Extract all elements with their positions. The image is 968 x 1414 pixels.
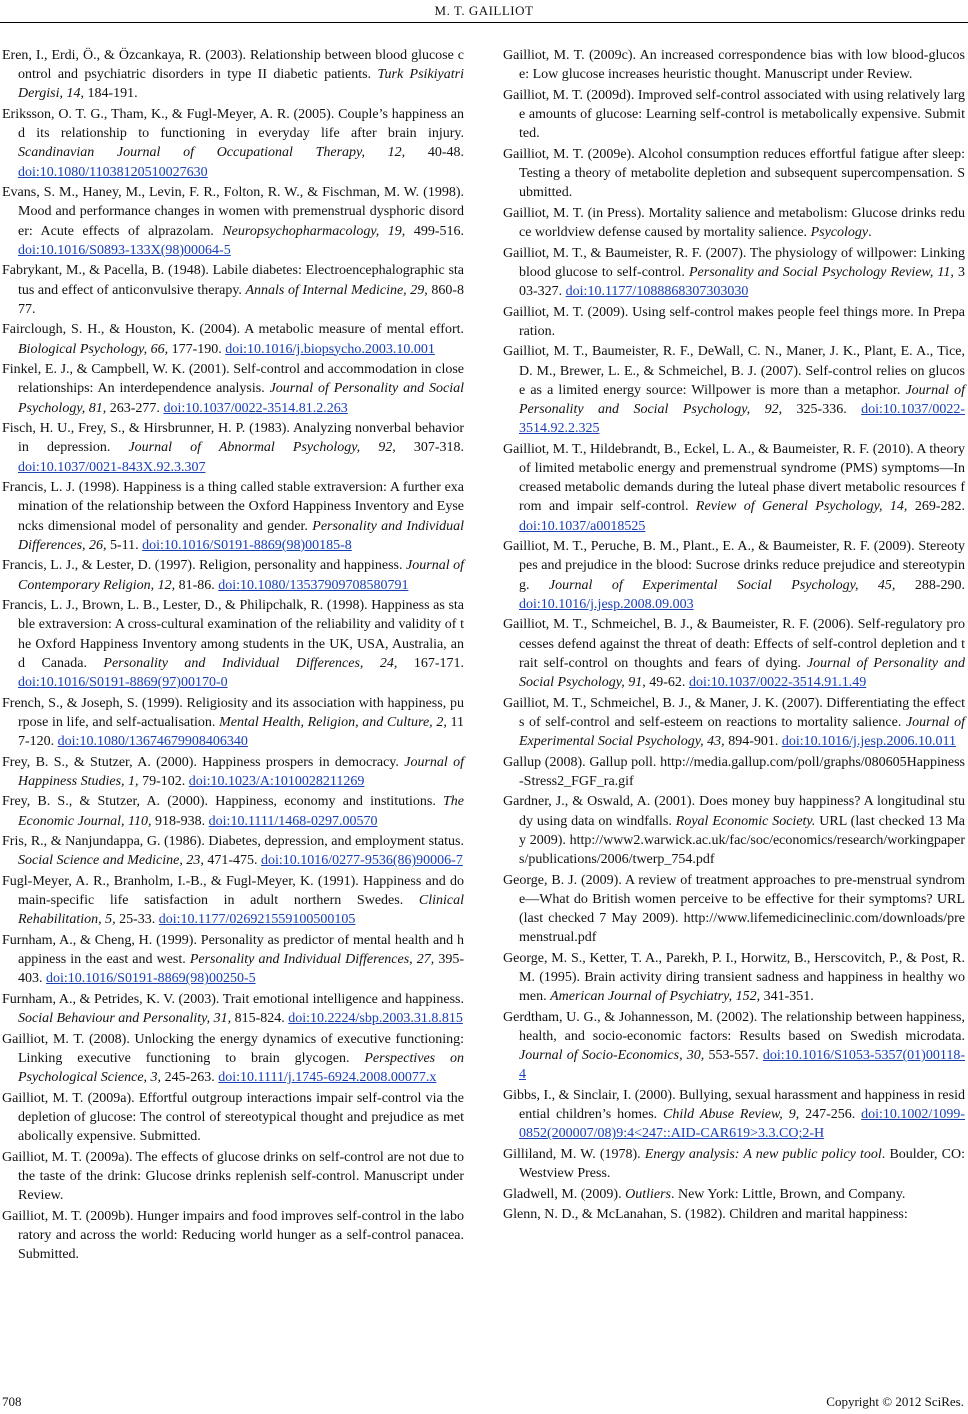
doi-link[interactable]: doi:10.1177/1088868307303030 [565,284,749,299]
reference-entry [2,478,464,555]
reference-text: French, S., & Joseph, S. (1999). Religiosity and its association with happiness, purpose in life, and self-actualisation. [2,695,464,730]
doi-link[interactable]: doi:10.1016/j.jesp.2006.10.011 [781,734,956,750]
journal-title: Journal of Personality and Social Psychology, 81, [18,381,464,416]
reference-text: Fugl-Meyer, A. R., Branholm, I.-B., & Fugl-Meyer, K. (1991). Happiness and domain-specific life satisfaction in adult northern Swedes. [2,874,464,909]
doi-link[interactable]: doi:10.1016/0277-9536(86)90006-7 [261,853,463,869]
reference-text: Furnham, A., & Petrides, K. V. (2003). Trait emotional intelligence and happiness. [2,992,464,1007]
reference-text: Gailliot, M. T. (2009). Using self-control makes people feel things more. In Preparation. [503,304,965,339]
reference-pages: 269-282. [907,499,965,515]
reference-text: Fabrykant, M., & Pacella, B. (1948). Labile diabetes: Electroencephalographic status and effect of anticonvulsive therapy. [2,263,464,298]
journal-title: Journal of Experimental Social Psychology, 43, [519,714,965,750]
copyright-notice: Copyright © 2012 SciRes. [826,1394,964,1409]
reference-text: George, B. J. (2009). A review of treatment approaches to pre-menstrual syndrome—What do British women perceive to be effective for their symptoms? URL (last checked 7 May 2009). http://www.lifemedicineclinic.com/downloads/premenstrual.pdf [503,872,965,946]
reference-text: Gladwell, M. (2009). [503,1186,626,1202]
reference-text: Gailliot, M. T. (in Press). Mortality salience and metabolism: Glucose drinks reduce worldview defense caused by mortality salience. [503,205,965,240]
reference-entry [503,1145,965,1183]
doi-link[interactable]: doi:10.1016/S0191-8869(97)00170-0 [18,675,228,691]
journal-title: Journal of Experimental Social Psychology, 45, [548,577,896,593]
journal-title: Scandinavian Journal of Occupational Therapy, 12, [18,145,406,161]
reference-entry [2,419,464,477]
reference-pages: 247-256. [799,1107,862,1123]
reference-pages: 5-11. [106,537,143,553]
reference-entry [503,753,965,791]
journal-title: Annals of Internal Medicine, 29, [245,282,428,298]
reference-text: Gailliot, M. T. (2009b). Hunger impairs and food improves self-control in the laboratory and across the world: Reducing world hunger as a self-control panacea. Submitted. [2,1208,464,1263]
reference-entry [2,596,464,692]
reference-entry [2,1030,464,1088]
reference-entry [503,303,965,341]
journal-title: Royal Economic Society. [675,813,816,829]
running-head: M. T. GAILLIOT [434,3,534,18]
reference-pages: 49-62. [645,675,689,691]
doi-link[interactable]: doi:10.1037/0022-3514.91.1.49 [688,675,867,691]
doi-link[interactable]: doi:10.1002/1099-0852(200007/08)9:4<247::AID-CAR619>3.3.CO;2-H [519,1107,965,1142]
reference-entry [2,1089,464,1147]
reference-text: Gailliot, M. T. (2009a). Effortful outgroup interactions impair self-control via the depletion of glucose: The control of stereotypical thought and prejudice as metabolically expensive. Submitted. [2,1090,464,1145]
reference-text: Gailliot, M. T., Hildebrandt, B., Eckel, L. A., & Baumeister, R. F. (2010). A theory of limited metabolic energy and premenstrual syndrome (PMS) symptoms—Increased metabolic demands during the luteal phase divert metabolic resources from and impair self-control. [503,441,965,515]
doi-link[interactable]: doi:10.1016/S0893-133X(98)00064-5 [18,242,231,258]
journal-title: Journal of Abnormal Psychology, 92, [128,440,396,456]
reference-entry [2,320,464,358]
reference-pages: . New York: Little, Brown, and Company. [670,1186,906,1202]
reference-pages: 860-877. [18,282,464,317]
journal-title: Personality and Individual Differences, 27, [189,952,435,968]
doi-link[interactable]: doi:10.1023/A:1010028211269 [188,773,365,789]
reference-entry [503,46,965,84]
reference-pages: URL (last checked 13 May 2009). http://www2.warwick.ac.uk/fac/soc/economics/research/workingpapers/publications/2006/twerp_754.pdf [519,813,965,868]
reference-text: Gardner, J., & Oswald, A. (2001). Does money buy happiness? A longitudinal study using data on windfalls. [503,794,965,829]
reference-text: George, M. S., Ketter, T. A., Parekh, P. I., Horwitz, B., Herscovitch, P., & Post, R. M. (1995). Brain activity diring transient sadness and happiness in healthy women. [503,950,965,1005]
reference-text: Glenn, N. D., & McLanahan, S. (1982). Children and marital happiness: [503,1207,908,1223]
journal-title: Personality and Individual Differences, 24, [103,655,398,671]
reference-text: Fairclough, S. H., & Houston, K. (2004). A metabolic measure of mental effort. [2,322,464,338]
journal-title: Perspectives on Psychological Science, 3, [18,1051,464,1086]
reference-pages: 177-190. [168,341,226,357]
page-number: 708 [2,1394,22,1409]
reference-text: Gallup (2008). Gallup poll. http://media.gallup.com/poll/graphs/080605Happiness-Stress2_FGF_ra.gif [503,754,965,789]
reference-text: Gailliot, M. T. (2009e). Alcohol consumption reduces effortful fatigue after sleep: Testing a theory of metabolite depletion and subsequent supercompensation. Submitted. [503,146,965,201]
reference-entry [503,537,965,614]
reference-text: Gailliot, M. T. (2009c). An increased correspondence bias with low blood-glucose: Low glucose increases heuristic thought. Manuscript under Review. [503,48,965,83]
reference-pages: 245-263. [161,1070,219,1086]
reference-entry [503,949,965,1007]
journal-title: The Economic Journal, 110, [18,794,464,829]
reference-pages: 25-33. [115,912,159,928]
reference-pages: 341-351. [760,989,814,1005]
reference-text: Finkel, E. J., & Campbell, W. K. (2001). Self-control and accommodation in close relationships: An interdependence analysis. [2,362,464,397]
reference-entry [503,86,965,144]
reference-text: Gailliot, M. T., Schmeichel, B. J., & Maner, J. K. (2007). Differentiating the effects of self-control and self-esteem on reactions to mortality salience. [503,695,965,730]
reference-entry [503,792,965,869]
reference-text: Frey, B. S., & Stutzer, A. (2000). Happiness, economy and institutions. [2,794,443,810]
reference-entry [503,145,965,203]
reference-pages: 395-403. [18,952,464,987]
reference-pages: 40-48. [405,145,464,161]
reference-entry [2,694,464,752]
reference-pages: 553-557. [704,1048,763,1064]
right-column [503,46,965,1226]
reference-entry [2,1207,464,1265]
reference-text: Gailliot, M. T., Schmeichel, B. J., & Baumeister, R. F. (2006). Self-regulatory processes defend against the threat of death: Effects of self-control depletion and trait self-control on thoughts and fears of dying. [503,617,965,671]
reference-pages: 167-171. [397,655,464,671]
reference-entry [2,792,464,830]
header-rule [0,22,968,23]
page-footer [0,1394,968,1414]
reference-entry [2,105,464,182]
doi-link[interactable]: doi:10.1016/j.biopsycho.2003.10.001 [225,341,435,357]
reference-pages: 79-102. [138,773,189,789]
reference-entry [2,931,464,989]
reference-text: Fisch, H. U., Frey, S., & Hirsbrunner, H. P. (1983). Analyzing nonverbal behavior in depression. [2,421,464,456]
reference-text: Gibbs, I., & Sinclair, I. (2000). Bullying, sexual harassment and happiness in residential children’s homes. [503,1088,965,1123]
reference-text: Gailliot, M. T. (2009d). Improved self-control associated with using relatively large amounts of glucose: Learning self-control is metabolically expensive. Submitted. [503,87,965,142]
left-column [2,46,464,1266]
reference-text: Francis, L. J. (1998). Happiness is a thing called stable extraversion: A further examination of the relationship between the Oxford Happiness Inventory and Eysencks dimensional model of personality and gender. [2,480,464,534]
reference-entry [2,183,464,260]
journal-title: Biological Psychology, 66, [18,341,169,357]
reference-text: Frey, B. S., & Stutzer, A. (2000). Happiness prospers in democracy. [2,754,405,770]
doi-link[interactable]: doi:10.1037/0022-3514.92.2.325 [519,402,965,437]
reference-text: Gailliot, M. T. (2009a). The effects of glucose drinks on self-control are not due to the taste of the drink: Glucose drinks replenish self-control. Manuscript under Review. [2,1149,464,1204]
doi-link[interactable]: doi:10.1037/0022-3514.81.2.263 [163,400,348,416]
reference-pages: 918-938. [151,813,209,829]
reference-entry [503,871,965,948]
journal-title: Child Abuse Review, 9, [663,1107,800,1123]
doi-link[interactable]: doi:10.1016/S0191-8869(98)00185-8 [142,537,352,553]
reference-pages: . Boulder, CO: Westview Press. [519,1147,965,1182]
journal-title: Personality and Individual Differences, 26, [18,518,465,553]
doi-link[interactable]: doi:10.1177/026921559100500105 [158,912,356,928]
journal-title: Journal of Socio-Economics, 30, [519,1048,705,1064]
reference-text: Gailliot, M. T., & Baumeister, R. F. (2007). The physiology of willpower: Linking blood glucose to self-control. [503,245,965,280]
reference-pages: 325-336. [782,402,862,417]
reference-pages: 81-86. [175,577,219,593]
reference-entry [503,1185,965,1204]
reference-entry [2,1148,464,1206]
reference-entry [2,990,464,1028]
journal-title: Turk Psikiyatri Dergisi, 14, [18,67,464,102]
reference-entry [503,694,965,752]
reference-entry [503,1086,965,1144]
doi-link[interactable]: doi:10.1016/j.jesp.2008.09.003 [519,596,694,612]
journal-title: Neuropsychopharmacology, 19, [222,223,406,239]
reference-entry [503,342,965,438]
reference-entry [503,204,965,242]
reference-pages: 288-290. [895,577,965,593]
reference-entry [503,1008,965,1085]
reference-text: Gailliot, M. T. (2008). Unlocking the energy dynamics of executive functioning: Linking executive functioning to brain glycogen. [2,1031,464,1066]
doi-link[interactable]: doi:10.1080/13674679908406340 [57,734,248,750]
reference-entry [2,556,464,594]
reference-entry [503,244,965,302]
journal-title: Social Science and Medicine, 23, [18,853,204,869]
doi-link[interactable]: doi:10.1080/13537909708580791 [218,577,409,593]
reference-pages: 117-120. [18,714,465,750]
reference-entry [2,46,464,104]
journal-title: Journal of Happiness Studies, 1, [18,754,464,789]
doi-link[interactable]: doi:10.1111/1468-0297.00570 [208,813,378,829]
reference-entry [2,261,464,319]
reference-pages: 303-327. [519,264,966,299]
reference-text: Francis, L. J., Brown, L. B., Lester, D., & Philipchalk, R. (1998). Happiness as stable extraversion: A cross-cultural examination of the reliability and validity of the Oxford Happiness Inventory among students in the UK, USA, Australia, and Canada. [2,598,464,671]
journal-title: Journal of Contemporary Religion, 12, [18,558,464,593]
reference-text: Gerdtham, U. G., & Johannesson, M. (2002). The relationship between happiness, health, and socio-economic factors: Results based on Swedish microdata. [503,1009,965,1045]
reference-pages: 263-277. [106,400,164,416]
reference-text: Gailliot, M. T., Peruche, B. M., Plant., E. A., & Baumeister, R. F. (2009). Stereotypes and prejudice in the blood: Sucrose drinks reduce prejudice and stereotyping. [503,539,965,593]
doi-link[interactable]: doi:10.1016/S0191-8869(98)00250-5 [46,971,256,987]
reference-text: Eriksson, O. T. G., Tham, K., & Fugl-Meyer, A. R. (2005). Couple’s happiness and its relationship to functioning in everyday life after brain injury. [2,107,464,142]
reference-text: Gilliland, M. W. (1978). [503,1147,645,1163]
reference-pages: 471-475. [203,853,261,869]
reference-text: Francis, L. J., & Lester, D. (1997). Religion, personality and happiness. [2,558,407,574]
journal-title: American Journal of Psychiatry, 152, [550,989,761,1005]
journal-title: Psycology [810,225,869,240]
journal-title: Clinical Rehabilitation, 5, [18,893,464,928]
journal-title: Journal of Personality and Social Psychology, 92, [519,382,965,417]
reference-entry [503,440,965,536]
reference-entry [2,832,464,870]
journal-title: Mental Health, Religion, and Culture, 2, [219,714,447,730]
reference-text: Evans, S. M., Haney, M., Levin, F. R., Folton, R. W., & Fischman, M. W. (1998). Mood and performance changes in women with premenstrual dysphoric disorder: Acute effects of alprazolam. [2,185,464,239]
doi-link[interactable]: doi:10.1016/S1053-5357(01)00118-4 [519,1048,965,1083]
reference-entry [2,872,464,930]
journal-title: Outliers [625,1186,671,1202]
journal-title: Journal of Personality and Social Psychology, 91, [519,655,965,691]
journal-title: Personality and Social Psychology Review, 11, [688,264,954,280]
reference-entry [2,753,464,791]
reference-pages: 499-516. [405,223,464,239]
reference-pages: 894-901. [724,734,782,750]
reference-text: Fris, R., & Nanjundappa, G. (1986). Diabetes, depression, and employment status. [2,834,464,850]
reference-entry [503,615,965,692]
journal-title: Review of General Psychology, 14, [695,499,908,515]
reference-text: Furnham, A., & Cheng, H. (1999). Personality as predictor of mental health and happiness in the east and west. [2,933,464,968]
reference-pages: . [868,225,872,240]
doi-link[interactable]: doi:10.1037/0021-843X.92.3.307 [18,459,206,475]
doi-link[interactable]: doi:10.2224/sbp.2003.31.8.815 [288,1011,463,1027]
journal-title: Energy analysis: A new public policy tool [644,1147,882,1163]
reference-pages: 815-824. [231,1011,289,1027]
reference-pages: 307-318. [395,440,464,456]
doi-link[interactable]: doi:10.1037/a0018525 [519,518,646,534]
reference-text: Gailliot, M. T., Baumeister, R. F., DeWall, C. N., Maner, J. K., Plant, E. A., Tice, D. M., Brewer, L. E., & Schmeichel, B. J. (2007). Self-control relies on glucose as a limited energy source: Willpower is more than a metaphor. [503,344,965,398]
reference-text: Eren, I., Erdi, Ö., & Özcankaya, R. (2003). Relationship between blood glucose control and psychiatric disorders in type II diabetic patients. [2,48,464,83]
reference-pages: 184-191. [83,86,138,102]
journal-title: Social Behaviour and Personality, 31, [18,1011,232,1027]
doi-link[interactable]: doi:10.1111/j.1745-6924.2008.00077.x [218,1070,437,1086]
doi-link[interactable]: doi:10.1080/11038120510027630 [18,164,208,180]
reference-entry [503,1205,965,1224]
reference-entry [2,360,464,418]
